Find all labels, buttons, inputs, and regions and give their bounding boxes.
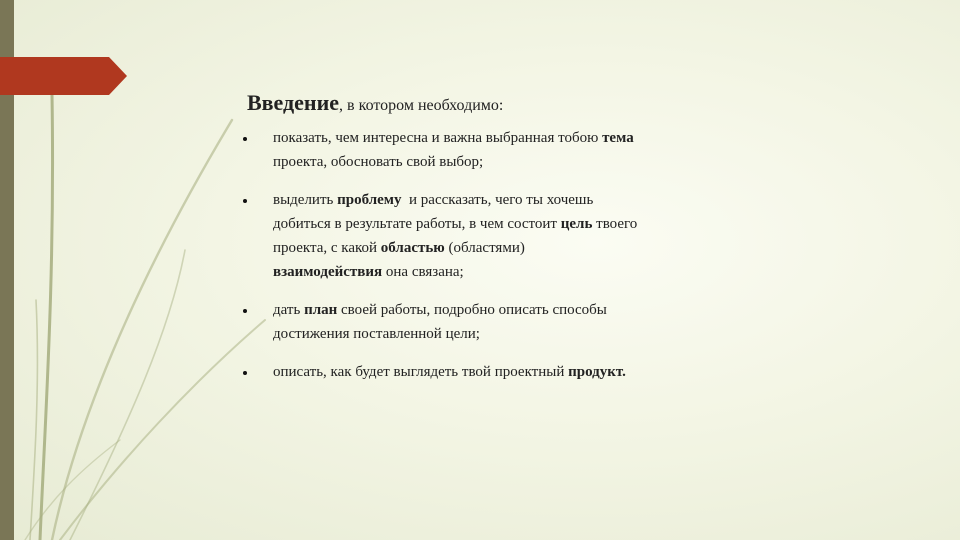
item-bold-text: проблему: [337, 192, 402, 208]
accent-tab: [0, 57, 127, 95]
slide-content: [247, 88, 807, 398]
item-text: проекта, с какой: [273, 240, 381, 256]
list-item: [247, 360, 807, 384]
bullet-dot-icon: [243, 137, 247, 141]
slide-title: [247, 88, 807, 121]
bullet-dot-icon: [243, 309, 247, 313]
item-text: (областями): [444, 240, 525, 256]
item-text: добиться в результате работы, в чем состоит: [273, 216, 561, 232]
item-bold-text: цель: [560, 216, 593, 232]
item-bold-text: план: [304, 302, 338, 318]
bullet-dot-icon: [243, 371, 247, 375]
item-bold-text: продукт.: [568, 364, 626, 380]
item-text: твоего: [592, 216, 638, 232]
item-text: показать, чем интересна и важна выбранная тобою: [273, 130, 603, 146]
title-rest: , в котором необходимо:: [339, 97, 504, 114]
item-bold-text: областью: [380, 240, 445, 256]
item-text: достижения поставленной цели;: [273, 326, 480, 342]
item-text: описать, как будет выглядеть твой проектный: [273, 364, 569, 380]
item-text: проекта, обосновать свой выбор;: [273, 154, 484, 170]
item-text: дать: [273, 302, 305, 318]
bullet-list: [247, 126, 807, 384]
item-text: она связана;: [382, 264, 464, 280]
item-bold-text: взаимодействия: [273, 264, 383, 280]
item-text: выделить: [273, 192, 338, 208]
item-text: и рассказать, чего ты хочешь: [401, 192, 594, 208]
title-bold: Введение: [247, 90, 340, 115]
list-item: [247, 298, 807, 346]
item-text: своей работы, подробно описать способы: [337, 302, 607, 318]
list-item: [247, 126, 807, 174]
list-item: [247, 188, 807, 284]
bullet-dot-icon: [243, 199, 247, 203]
item-bold-text: тема: [602, 130, 634, 146]
